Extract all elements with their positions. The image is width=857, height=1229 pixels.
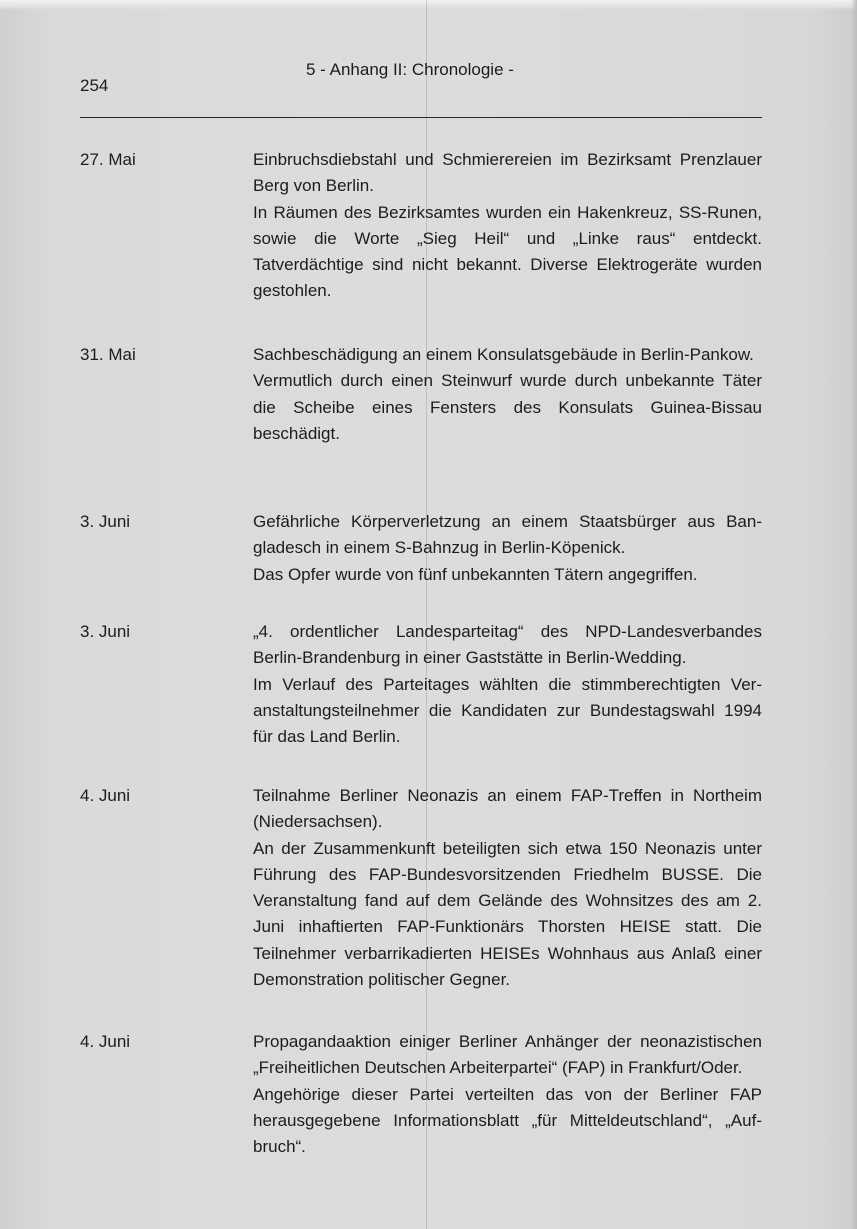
entry-title: Teilnahme Berliner Neonazis an einem FAP-Treffen in Northeim (Niedersachsen). [253,786,762,832]
entry-title: Propagandaaktion einiger Berliner Anhänger der neonazistischen „Freiheitlichen Deutschen Arbeiterpartei“ (FAP) in Frankfurt/Oder. [253,1032,762,1078]
entry-body [253,147,762,305]
entry-date: 27. Mai [80,150,136,169]
entry-date: 4. Juni [80,786,131,805]
entry-date: 3. Juni [80,512,131,531]
scan-edge-right [851,0,857,1229]
entry-text: In Räumen des Bezirksamtes wurden ein Hakenkreuz, SS-Runen, sowie die Worte „Sieg Heil“ und „Linke raus“ entdeckt. Tatverdächtige sind nicht bekannt. Diverse Elektrogeräte wurden gestohlen. [253,202,762,301]
entry-text: Angehörige dieser Partei verteilten das von der Berliner FAP herausgegebene Informationsblatt „für Mitteldeutschland“, „Aufbruch“. [253,1084,762,1157]
entry-text: Im Verlauf des Parteitages wählten die stimmberechtigten Veranstaltungsteilnehmer die Kandidaten zur Bundestagswahl 1994 für das Land Berlin. [253,674,762,747]
entry-body [253,1029,762,1160]
entry-text: Vermutlich durch einen Steinwurf wurde durch unbekannte Täter die Scheibe eines Fensters des Konsulats Guinea-Bissau beschädigt. [253,371,762,443]
header-rule [80,117,762,118]
entry-body [253,509,762,588]
entry-body [253,619,762,750]
running-head: 5 - Anhang II: Chronologie - [306,60,514,79]
entry-body [253,342,762,447]
entry-title: Einbruchsdiebstahl und Schmierereien im Bezirksamt Prenzlauer Berg von Berlin. [253,150,762,196]
entry-date: 4. Juni [80,1032,131,1051]
entry-date: 3. Juni [80,622,131,641]
entry-body [253,783,762,993]
scan-edge-top [0,0,857,10]
page-number: 254 [80,76,109,95]
entry-title: „4. ordentlicher Landesparteitag“ des NPD-Landesverbandes Berlin-Brandenburg in einer Gaststätte in Berlin-Wedding. [253,622,762,668]
entry-date: 31. Mai [80,345,136,364]
entry-title: Gefährliche Körperverletzung an einem Staatsbürger aus Bangladesch in einem S-Bahnzug in Berlin-Köpenick. [253,512,762,558]
entry-text: Das Opfer wurde von fünf unbekannten Tätern angegriffen. [253,564,698,584]
entry-text: An der Zusammenkunft beteiligten sich etwa 150 Neonazis unter Führung des FAP-Bundesvorsitzenden Friedhelm BUSSE. Die Veranstaltung fand auf dem Gelände des Wohnsitzes des am 2. Juni inhaftierten FAP-Funktionärs Thorsten HEISE statt. Die Teilnehmer verbarrikadierten HEISEs Wohnhaus aus Anlaß einer Demonstration politischer Gegner. [253,838,762,990]
entry-title: Sachbeschädigung an einem Konsulatsgebäude in Berlin-Pankow. [253,345,754,364]
